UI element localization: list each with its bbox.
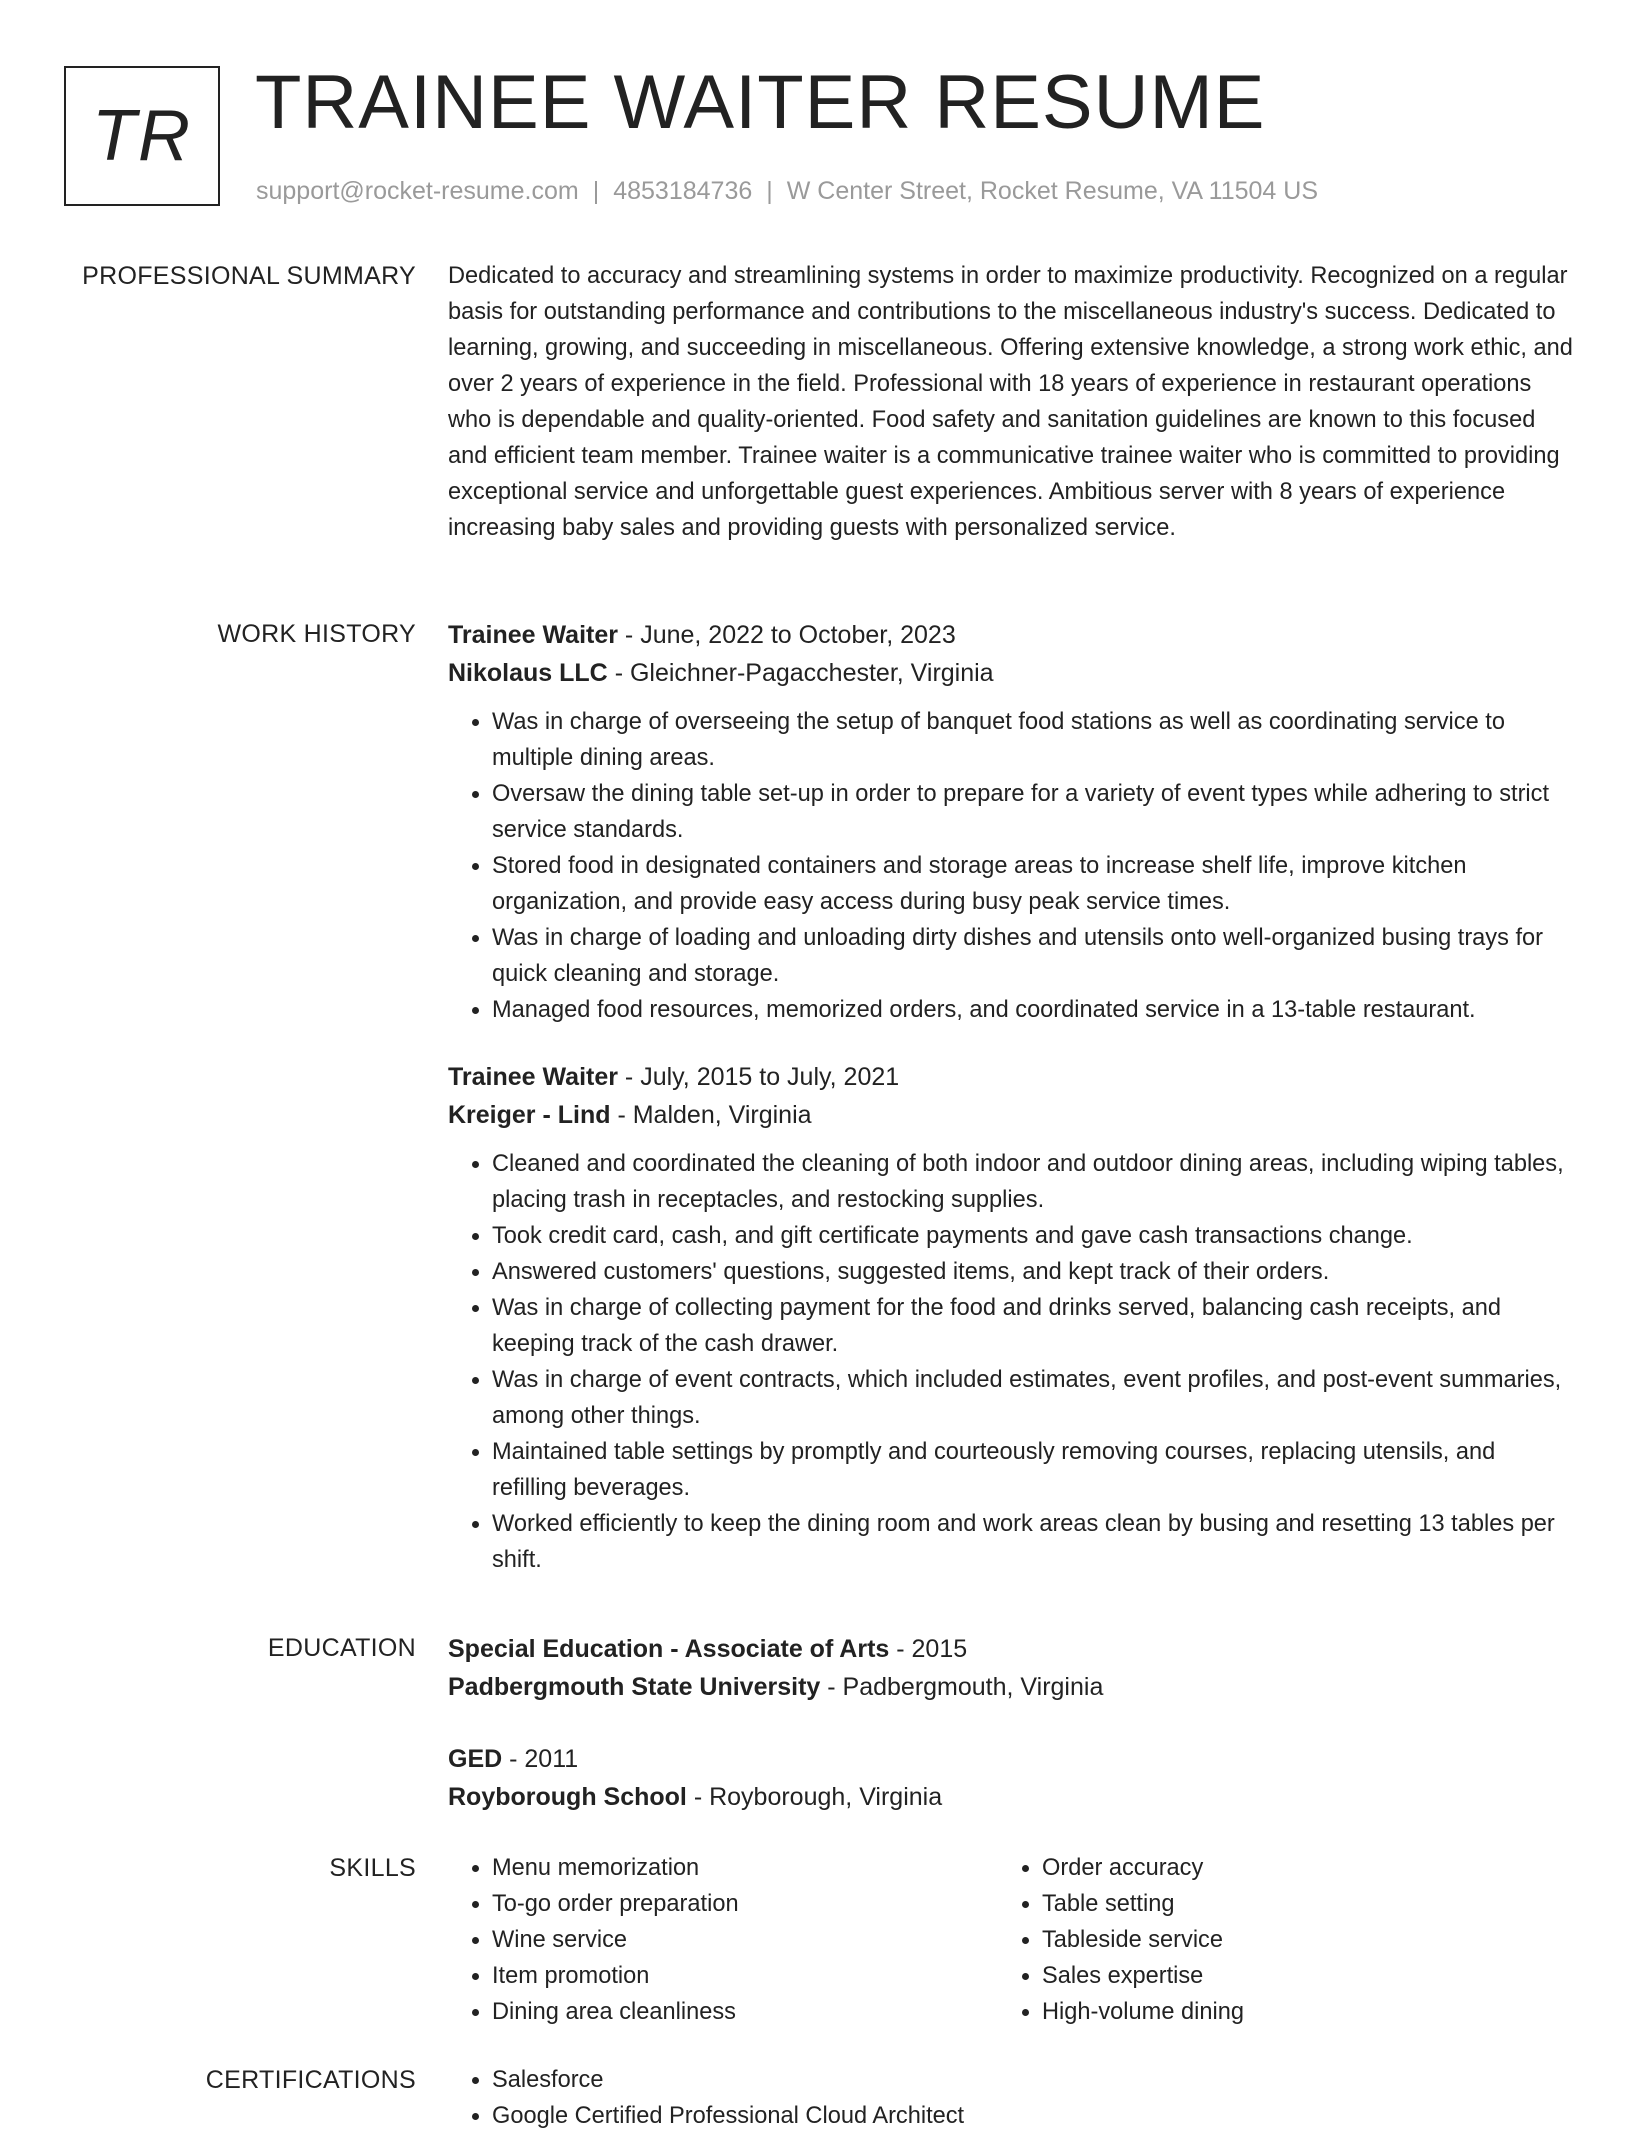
page-title: TRAINEE WAITER RESUME [255, 60, 1266, 145]
job-bullet: • Answered customers' questions, suggested items, and kept track of their orders. [492, 1254, 1576, 1290]
contact-separator: | [592, 177, 600, 205]
job-company: Kreiger - Lind [448, 1101, 611, 1129]
education-entry [448, 1630, 1576, 1706]
job-company: Nikolaus LLC [448, 659, 608, 687]
education-degree: GED [448, 1745, 503, 1773]
skill-item: • Item promotion [492, 1958, 998, 1994]
education-school-line [448, 1778, 1576, 1816]
certifications-list-wrap [448, 2062, 1576, 2134]
job-bullet: • Stored food in designated containers and storage areas to increase shelf life, improve kitchen organization, and provide easy access during busy peak service times. [492, 848, 1576, 920]
job-bullet: • Was in charge of event contracts, which included estimates, event profiles, and post-event summaries, among other things. [492, 1362, 1576, 1434]
contact-email[interactable]: support@rocket-resume.com [256, 177, 579, 205]
certification-item: • Salesforce [492, 2062, 1492, 2098]
section-heading-summary: PROFESSIONAL SUMMARY [82, 262, 416, 290]
contact-phone[interactable]: 4853184736 [613, 177, 753, 205]
skills-list-left [448, 1850, 998, 2030]
education-degree: Special Education - Associate of Arts [448, 1635, 890, 1663]
education-year: - 2011 [502, 1745, 579, 1773]
job-bullet: • Took credit card, cash, and gift certificate payments and gave cash transactions change. [492, 1218, 1576, 1254]
job-title-line [448, 1058, 1576, 1096]
job-bullet: • Was in charge of loading and unloading dirty dishes and utensils onto well-organized busing trays for quick cleaning and storage. [492, 920, 1576, 992]
skill-item: • Menu memorization [492, 1850, 998, 1886]
job-bullets [448, 1146, 1576, 1578]
job-title-line [448, 616, 1576, 654]
job-location: - Gleichner-Pagacchester, Virginia [607, 659, 994, 687]
contact-address: W Center Street, Rocket Resume, VA 11504 US [786, 177, 1319, 205]
education-year: - 2015 [889, 1635, 968, 1663]
education-school-line [448, 1668, 1576, 1706]
skills-columns [448, 1850, 1576, 2030]
skill-item: • Table setting [1042, 1886, 1548, 1922]
job-bullets [448, 704, 1576, 1028]
skill-item: • High-volume dining [1042, 1994, 1548, 2030]
job-dates: - July, 2015 to July, 2021 [617, 1063, 900, 1091]
section-heading-skills: SKILLS [329, 1854, 416, 1882]
job-bullet: • Cleaned and coordinated the cleaning of both indoor and outdoor dining areas, including wiping tables, placing trash in receptacles, and restocking supplies. [492, 1146, 1576, 1218]
contact-line [256, 174, 1318, 208]
skill-item: • Dining area cleanliness [492, 1994, 998, 2030]
education-degree-line [448, 1630, 1576, 1668]
section-heading-certifications: CERTIFICATIONS [205, 2066, 416, 2094]
education-degree-line [448, 1740, 1576, 1778]
monogram-box [64, 66, 220, 206]
skill-item: • Sales expertise [1042, 1958, 1548, 1994]
job-company-line [448, 654, 1576, 692]
contact-separator: | [766, 177, 773, 205]
skill-item: • Order accuracy [1042, 1850, 1548, 1886]
skills-list-right [998, 1850, 1548, 2030]
job-bullet: • Worked efficiently to keep the dining room and work areas clean by busing and resetting 13 tables per shift. [492, 1506, 1576, 1578]
job-entry [448, 1058, 1576, 1578]
education-entry [448, 1740, 1576, 1816]
job-dates: - June, 2022 to October, 2023 [617, 621, 956, 649]
job-bullet: • Oversaw the dining table set-up in order to prepare for a variety of event types while adhering to strict service standards. [492, 776, 1576, 848]
job-title: Trainee Waiter [448, 621, 618, 649]
job-title: Trainee Waiter [448, 1063, 618, 1091]
job-location: - Malden, Virginia [610, 1101, 812, 1129]
summary-text: Dedicated to accuracy and streamlining systems in order to maximize productivity. Recognized on a regular basis for outstanding performance and contributions to the miscellaneous industry's success. Dedicated to learning, growing, and succeeding in miscellaneous. Offering extensive knowledge, a strong work ethic, and over 2 years of experience in the field. Professional with 18 years of experience in restaurant operations who is dependable and quality-oriented. Food safety and sanitation guidelines are known to this focused and efficient team member. Trainee waiter is a communicative trainee waiter who is committed to providing exceptional service and unforgettable guest experiences. Ambitious server with 8 years of experience increasing baby sales and providing guests with personalized service. [448, 263, 1573, 541]
skill-item: • Wine service [492, 1922, 998, 1958]
education-location: - Padbergmouth, Virginia [820, 1673, 1104, 1701]
job-bullet: • Managed food resources, memorized orders, and coordinated service in a 13-table restaurant. [492, 992, 1576, 1028]
job-entry [448, 616, 1576, 1028]
education-location: - Royborough, Virginia [686, 1783, 943, 1811]
certifications-list [448, 2062, 1492, 2134]
education-school: Royborough School [448, 1783, 687, 1811]
skill-item: • Tableside service [1042, 1922, 1548, 1958]
job-bullet: • Was in charge of collecting payment for the food and drinks served, balancing cash receipts, and keeping track of the cash drawer. [492, 1290, 1576, 1362]
job-company-line [448, 1096, 1576, 1134]
section-heading-work-history: WORK HISTORY [217, 620, 416, 648]
certification-item: • Google Certified Professional Cloud Architect [492, 2098, 1492, 2134]
education-school: Padbergmouth State University [448, 1673, 821, 1701]
monogram-initials: TR [92, 96, 192, 176]
job-bullet: • Was in charge of overseeing the setup of banquet food stations as well as coordinating service to multiple dining areas. [492, 704, 1576, 776]
section-heading-education: EDUCATION [267, 1634, 416, 1662]
job-bullet: • Maintained table settings by promptly and courteously removing courses, replacing utensils, and refilling beverages. [492, 1434, 1576, 1506]
skill-item: • To-go order preparation [492, 1886, 998, 1922]
